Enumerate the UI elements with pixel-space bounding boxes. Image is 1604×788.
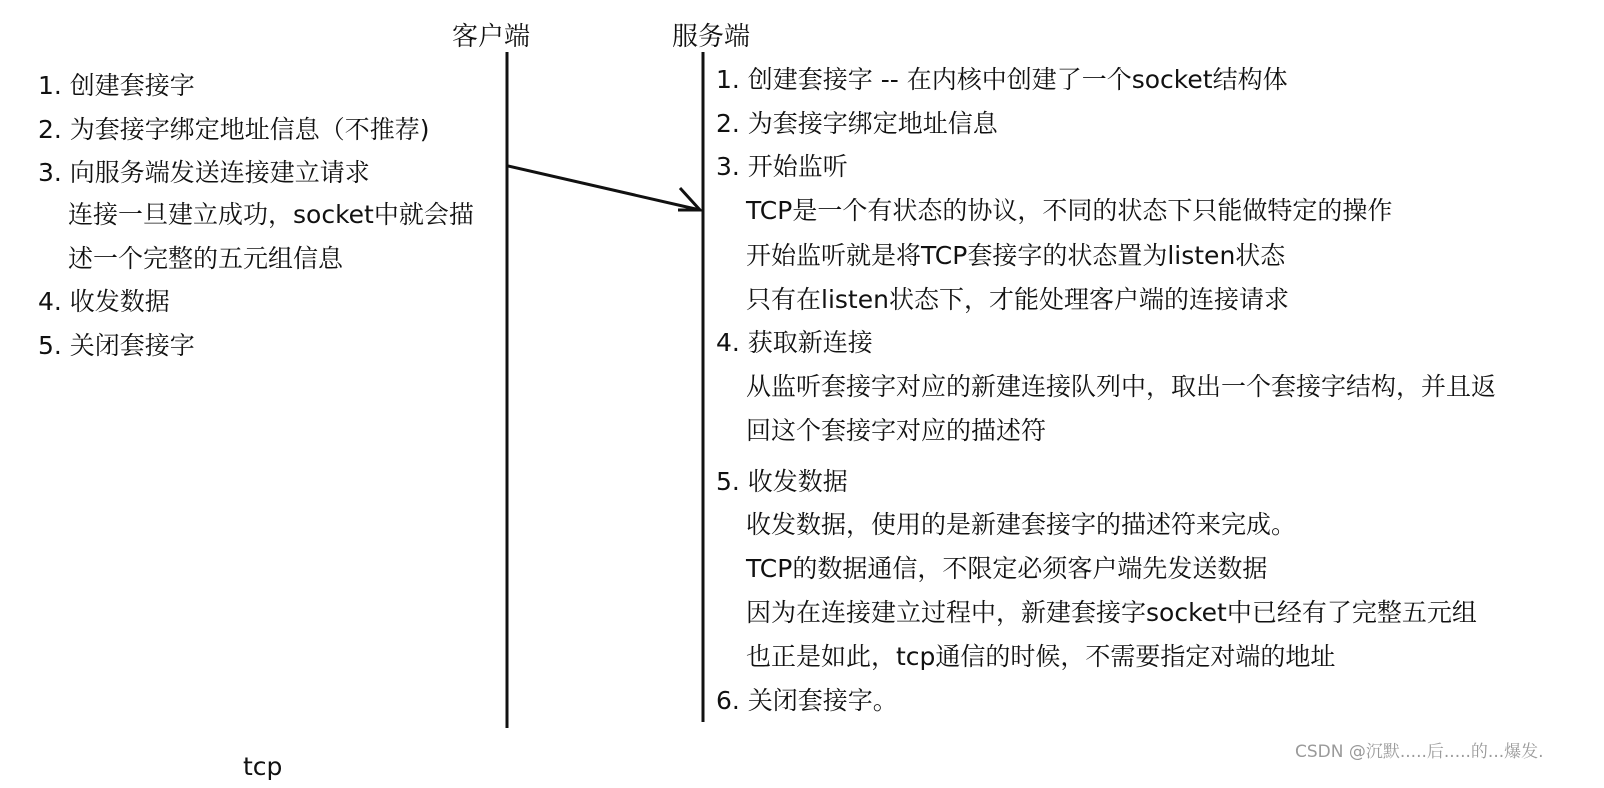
client-step-4: 4. 收发数据 xyxy=(38,287,170,316)
server-step-5-note-a: 收发数据，使用的是新建套接字的描述符来完成。 xyxy=(746,510,1297,539)
client-step-3: 3. 向服务端发送连接建立请求 xyxy=(38,158,370,187)
server-step-3-note-b: 开始监听就是将TCP套接字的状态置为listen状态 xyxy=(746,241,1286,270)
client-step-2: 2. 为套接字绑定地址信息（不推荐) xyxy=(38,115,430,144)
server-step-5-note-d: 也正是如此，tcp通信的时候，不需要指定对端的地址 xyxy=(746,642,1336,671)
server-step-5-note-c: 因为在连接建立过程中，新建套接字socket中已经有了完整五元组 xyxy=(746,598,1477,627)
server-step-4-note-b: 回这个套接字对应的描述符 xyxy=(746,416,1047,445)
watermark: CSDN @沉默.....后.....的...爆发. xyxy=(1295,742,1544,762)
client-step-3-note-a: 连接一旦建立成功，socket中就会描 xyxy=(68,200,474,229)
server-step-5-note-b: TCP的数据通信，不限定必须客户端先发送数据 xyxy=(746,554,1268,583)
server-step-3-note-c: 只有在listen状态下，才能处理客户端的连接请求 xyxy=(746,285,1289,314)
connect-arrow xyxy=(508,166,700,210)
server-step-1: 1. 创建套接字 -- 在内核中创建了一个socket结构体 xyxy=(716,65,1288,94)
client-header: 客户端 xyxy=(452,22,531,52)
client-step-1: 1. 创建套接字 xyxy=(38,71,195,100)
server-step-6: 6. 关闭套接字。 xyxy=(716,686,898,715)
server-header: 服务端 xyxy=(672,22,751,52)
server-step-4-note-a: 从监听套接字对应的新建连接队列中，取出一个套接字结构，并且返 xyxy=(746,372,1497,401)
server-step-3-note-a: TCP是一个有状态的协议，不同的状态下只能做特定的操作 xyxy=(746,196,1393,225)
client-step-3-note-b: 述一个完整的五元组信息 xyxy=(68,244,344,273)
server-step-3: 3. 开始监听 xyxy=(716,152,848,181)
client-step-5: 5. 关闭套接字 xyxy=(38,331,195,360)
server-step-4: 4. 获取新连接 xyxy=(716,328,873,357)
server-step-2: 2. 为套接字绑定地址信息 xyxy=(716,109,998,138)
bottom-label: tcp xyxy=(243,752,283,781)
server-step-5: 5. 收发数据 xyxy=(716,467,848,496)
